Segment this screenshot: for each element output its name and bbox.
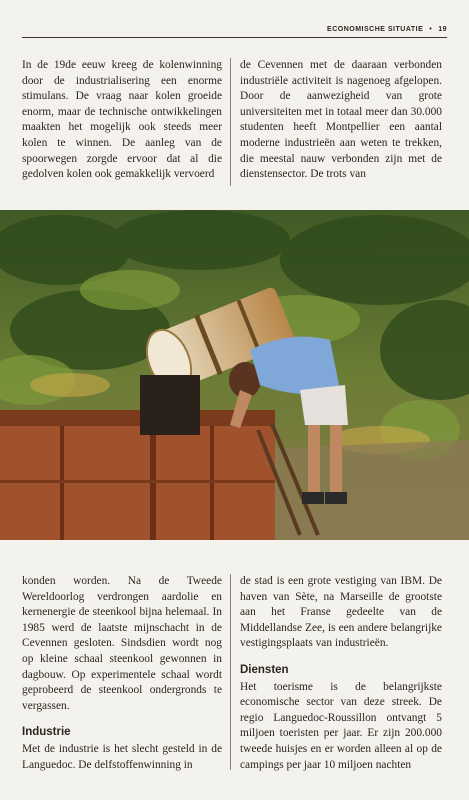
bottom-left-column: [22, 574, 222, 773]
paragraph: In de 19de eeuw kreeg de kolenwinning door de industrialisering een enorme stimulans. De vraag naar kolen groeide enorm, maar de technische ontwikkelingen maakten het mogelijk ook steeds meer kolen te winnen. De aanleg van de spoorwegen zorgde ervoor dat al die gedolven kolen ook gemakkelijk vervoerd: [22, 59, 222, 181]
paragraph: Het toerisme is de belangrijkste economische sector van deze streek. De regio Languedoc-Roussillon ontvangt 5 miljoen toeristen per jaar. Er zijn 200.000 tweede huisjes en er worden alleen al op de campings per jaar 10 miljoen nachten: [240, 680, 442, 771]
header-separator: •: [429, 26, 433, 33]
photo-illustration: [0, 210, 469, 540]
section-title: ECONOMISCHE SITUATIE: [327, 26, 424, 33]
running-header: [327, 26, 447, 33]
photo-coal-worker: [0, 210, 469, 540]
header-rule: [22, 37, 447, 38]
column-divider: [230, 574, 231, 770]
top-right-column: [240, 58, 442, 183]
paragraph: Met de industrie is het slecht gesteld in de Languedoc. De delfstoffenwinning in: [22, 742, 222, 771]
paragraph: konden worden. Na de Tweede Wereldoorlog verdrongen aardolie en kernenergie de steenkool bijna helemaal. In 1985 werd de laatste mijnschacht in de Cevennen gesloten. Sindsdien wordt nog op kleine schaal steenkool gewonnen in dagbouw. Op experimentele schaal wordt geprobeerd de steenkool ondergronds te vergassen.: [22, 575, 222, 712]
page-number: 19: [438, 26, 447, 33]
paragraph: de Cevennen met de daaraan verbonden industriële activiteit is nagenoeg afgelopen. Door de aanwezigheid van grote universiteiten met in totaal meer dan 30.000 studenten heeft Montpellier een aantal moderne industrieën aan weten te trekken, die meestal nauw verbonden zijn met de dienstensector. De trots van: [240, 59, 442, 181]
bottom-right-column: [240, 574, 442, 773]
section-heading-diensten: Diensten: [240, 663, 289, 676]
column-divider: [230, 58, 231, 186]
top-left-column: [22, 58, 222, 183]
section-heading-industrie: Industrie: [22, 726, 71, 739]
paragraph: de stad is een grote vestiging van IBM. De haven van Sète, na Marseille de grootste aan het Franse gedeelte van de Middellandse Zee, is een andere belangrijke vestigingsplaats van industrieën.: [240, 575, 442, 650]
